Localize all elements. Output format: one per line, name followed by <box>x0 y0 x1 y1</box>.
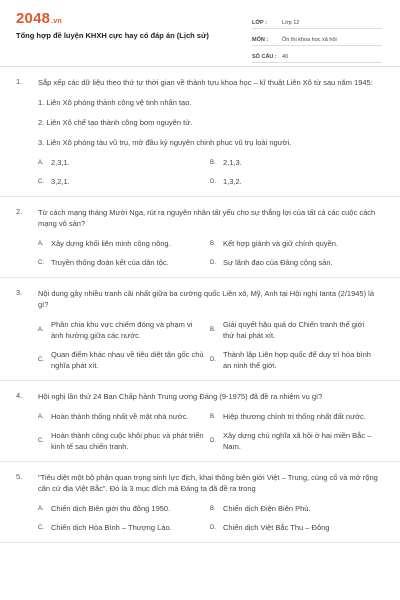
option-text: Phân chia khu vực chiếm đóng và phạm vi ảnh hưởng giữa các nước. <box>51 320 193 340</box>
question-item <box>0 67 400 197</box>
option-letter: C. <box>38 357 44 363</box>
option-letter: D. <box>210 524 216 531</box>
option-text: Quan điểm khác nhau về tiêu diệt tận gốc chủ nghĩa phát xít. <box>51 350 204 370</box>
answer-option[interactable] <box>210 503 382 514</box>
option-letter: A. <box>38 240 44 247</box>
option-text: 2,3,1. <box>51 158 70 167</box>
option-text: 3,2,1. <box>51 177 70 186</box>
meta-value: Lớp 12 <box>282 20 300 26</box>
answer-options <box>38 157 382 187</box>
option-text: Hoàn thành thống nhất về mặt nhà nước. <box>51 412 189 421</box>
option-text: Thành lập Liên hợp quốc để duy trì hòa bình an ninh thế giới. <box>223 350 371 370</box>
option-letter: A. <box>38 327 44 333</box>
question-head <box>16 391 382 402</box>
meta-value: 40 <box>282 54 289 60</box>
answer-option[interactable] <box>210 430 382 452</box>
question-item <box>0 278 400 381</box>
option-letter: D. <box>210 357 216 363</box>
option-text: Kết hợp giành và giữ chính quyền. <box>223 239 339 248</box>
answer-option[interactable] <box>210 238 382 249</box>
question-item <box>0 197 400 278</box>
logo-suffix: .vn <box>51 18 62 25</box>
answer-option[interactable] <box>38 522 210 533</box>
option-letter: B. <box>210 240 216 247</box>
option-letter: B. <box>210 327 216 333</box>
option-text: Xây dựng khối liên minh công nông. <box>51 239 171 248</box>
question-number: 1. <box>16 77 23 86</box>
answer-option[interactable] <box>38 319 210 341</box>
option-letter: A. <box>38 413 44 420</box>
question-item <box>0 381 400 462</box>
meta-key: LỚP : <box>252 20 267 26</box>
option-text: Chiến dịch Hòa Bình – Thượng Lào. <box>51 523 172 532</box>
option-text: 2,1,3. <box>223 158 242 167</box>
option-letter: D. <box>210 178 216 185</box>
question-statement: 3. Liên Xô phóng tàu vũ trụ, mở đầu kỷ nguyên chinh phục vũ trụ loài người. <box>38 138 292 147</box>
option-text: 1,3,2. <box>223 177 242 186</box>
option-letter: A. <box>38 505 44 512</box>
answer-options <box>38 411 382 452</box>
question-body <box>16 319 382 371</box>
option-letter: C. <box>38 259 44 266</box>
answer-option[interactable] <box>38 430 210 452</box>
answer-option[interactable] <box>210 257 382 268</box>
option-text: Sự lãnh đạo của Đảng cộng sản. <box>223 258 333 267</box>
answer-option[interactable] <box>38 411 210 422</box>
question-number: 5. <box>16 472 23 481</box>
option-text: Truyền thống đoàn kết của dân tộc. <box>51 258 169 267</box>
question-head <box>16 77 382 88</box>
answer-option[interactable] <box>38 349 210 371</box>
question-body <box>16 411 382 452</box>
question-text: Từ cách mạng tháng Mười Nga, rút ra nguyên nhân tất yếu cho sự thắng lợi của tất cả các cuộc cách mạng vô sản? <box>38 208 376 228</box>
question-list <box>0 67 400 543</box>
question-head <box>16 472 382 494</box>
option-letter: B. <box>210 505 216 512</box>
meta-key: MÔN : <box>252 37 269 43</box>
option-text: Hoàn thành công cuộc khôi phục và phát triển kinh tế sau chiến tranh. <box>51 431 204 451</box>
meta-row-class <box>252 12 382 29</box>
answer-option[interactable] <box>210 522 382 533</box>
option-letter: C. <box>38 438 44 444</box>
question-number: 2. <box>16 207 23 216</box>
document-meta <box>252 12 382 63</box>
question-number: 3. <box>16 288 23 297</box>
answer-options <box>38 238 382 268</box>
option-text: Chiến dịch Việt Bắc Thu – Đông <box>223 523 330 532</box>
option-letter: A. <box>38 159 44 166</box>
option-letter: C. <box>38 524 44 531</box>
answer-option[interactable] <box>210 319 382 341</box>
answer-option[interactable] <box>38 257 210 268</box>
answer-option[interactable] <box>210 157 382 168</box>
question-text: Nội dung gây nhiều tranh cãi nhất giữa ba cường quốc Liên xô, Mỹ, Anh tại Hội nghị Ianta (2/1945) là gì? <box>38 289 375 309</box>
option-letter: C. <box>38 178 44 185</box>
option-text: Giải quyết hậu quả do Chiến tranh thế giới thứ hai phát xít. <box>223 320 365 340</box>
option-text: Chiến dịch Biên giới thu đông 1950. <box>51 504 171 513</box>
question-body <box>16 503 382 533</box>
question-item <box>0 462 400 543</box>
answer-option[interactable] <box>38 176 210 187</box>
option-text: Chiến dịch Điện Biên Phủ. <box>223 504 311 513</box>
option-text: Xây dựng chủ nghĩa xã hội ở hai miền Bắc – Nam. <box>223 431 372 451</box>
answer-options <box>38 319 382 371</box>
question-statement: 1. Liên Xô phóng thành công vệ tinh nhân tạo. <box>38 98 192 107</box>
answer-option[interactable] <box>210 411 382 422</box>
option-letter: D. <box>210 438 216 444</box>
answer-option[interactable] <box>38 238 210 249</box>
question-head <box>16 207 382 229</box>
meta-row-subject <box>252 29 382 46</box>
option-letter: D. <box>210 259 216 266</box>
logo-main: 2048 <box>16 10 51 27</box>
document-title: Tổng hợp đề luyện KHXH cực hay có đáp án (Lịch sử) <box>16 31 209 40</box>
question-statement: 2. Liên Xô chế tạo thành công bom nguyên tử. <box>38 118 193 127</box>
meta-row-count <box>252 46 382 63</box>
document-header <box>0 0 400 66</box>
question-head <box>16 288 382 310</box>
meta-value: Ôn thi khoa học xã hội <box>282 37 337 43</box>
option-letter: B. <box>210 413 216 420</box>
option-letter: B. <box>210 159 216 166</box>
meta-key: SỐ CÂU : <box>252 54 277 60</box>
answer-option[interactable] <box>38 503 210 514</box>
question-body <box>16 238 382 268</box>
question-text: "Tiêu diệt một bộ phận quan trọng sinh lực địch, khai thông biên giới Việt – Trung, củng cố và mở rộng căn cứ địa Việt Bắc". Đó là 3 mục đích mà Đảng ta đã đề ra trong <box>38 473 378 493</box>
answer-options <box>38 503 382 533</box>
answer-option[interactable] <box>38 157 210 168</box>
question-number: 4. <box>16 391 23 400</box>
answer-option[interactable] <box>210 349 382 371</box>
answer-option[interactable] <box>210 176 382 187</box>
question-body <box>16 97 382 187</box>
question-text: Hội nghị lần thứ 24 Ban Chấp hành Trung ương Đảng (9-1975) đã đề ra nhiệm vụ gì? <box>38 392 323 401</box>
option-text: Hiệp thương chính trị thống nhất đất nước. <box>223 412 366 421</box>
question-text: Sắp xếp các dữ liệu theo thứ tự thời gian về thành tựu khoa học – kĩ thuật Liên Xô từ sau năm 1945: <box>38 78 373 87</box>
